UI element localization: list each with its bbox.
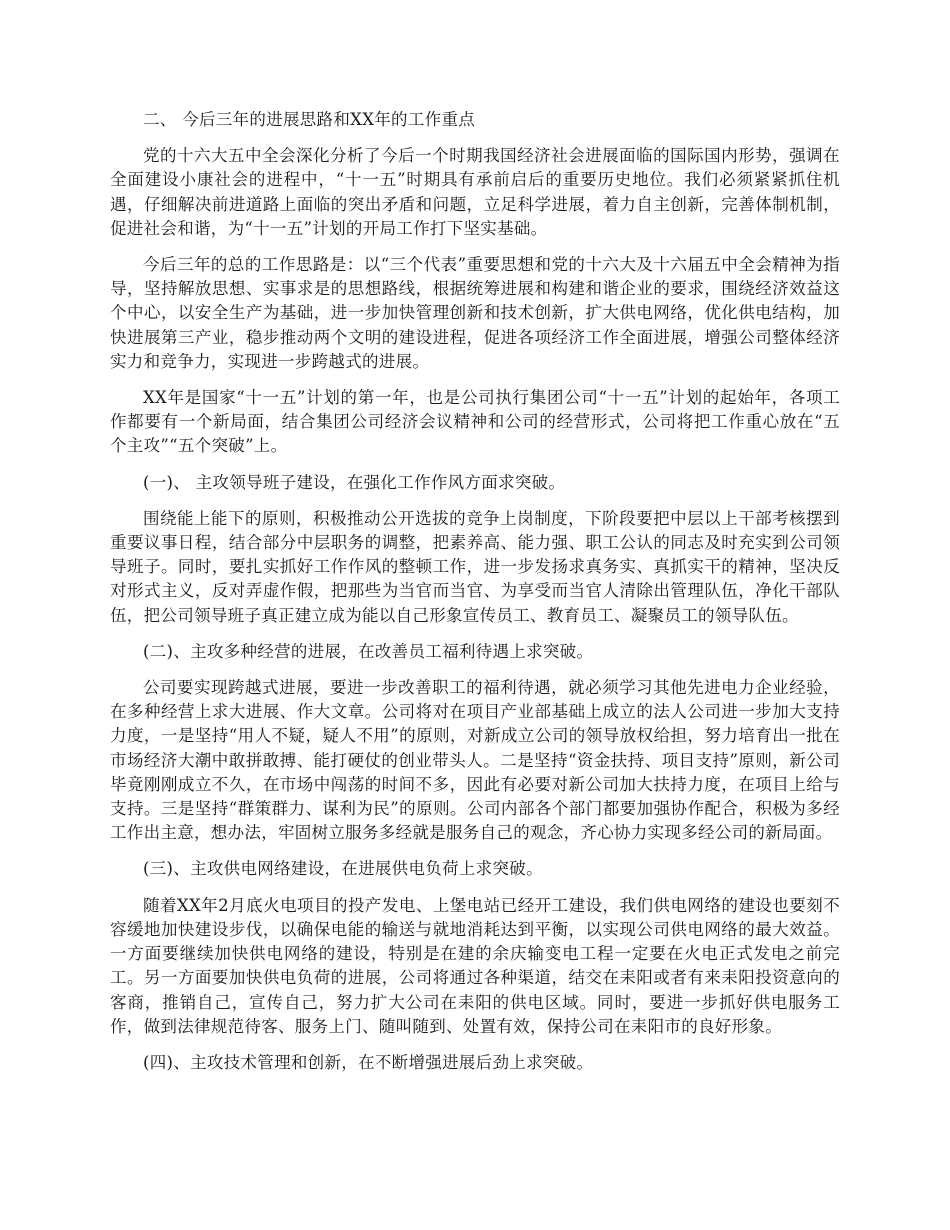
subsection-heading-1: (一)、 主攻领导班子建设，在强化工作作风方面求突破。 bbox=[143, 472, 566, 492]
subsection-heading-4: (四)、主攻技术管理和创新，在不断增强进展后劲上求突破。 bbox=[143, 1052, 594, 1072]
subsection-text-3: 随着XX年2月底火电项目的投产发电、上堡电站已经开工建设，我们供电网络的建设也要刻不容缓地加快建设步伐，以确保电能的输送与就地消耗达到平衡，以实现公司供电网络的最大效益。一方面要继续加快供电网络的建设，特别是在建的余庆输变电工程一定要在火电正式发电之前完工。另一方面要加快供电负荷的进展，公司将通过各种渠道，结交在耒阳或者有来耒阳投资意向的客商，推销自己，宣传自己，努力扩大公司在耒阳的供电区域。同时，要进一步抓好供电服务工作，做到法律规范待客、服务上门、随叫随到、处置有效，保持公司在耒阳市的良好形象。 bbox=[110, 895, 840, 1036]
section-heading: 二、 今后三年的进展思路和XX年的工作重点 bbox=[143, 110, 476, 129]
paragraph-intro: 党的十六大五中全会深化分析了今后一个时期我国经济社会进展面临的国际国内形势，强调在全面建设小康社会的进程中，“十一五”时期具有承前启后的重要历史地位。我们必须紧紧抓住机遇，仔细解决前进道路上面临的突出矛盾和问题，立足科学进展，着力自主创新，完善体制机制，促进社会和谐，为“十一五”计划的开局工作打下坚实基础。 bbox=[110, 146, 840, 238]
paragraph-year-plan: XX年是国家“十一五”计划的第一年，也是公司执行集团公司“十一五”计划的起始年，各项工作都要有一个新局面，结合集团公司经济会议精神和公司的经营形式，公司将把工作重心放在“五个主攻”“五个突破”上。 bbox=[110, 388, 840, 456]
subsection-text-1: 围绕能上能下的原则，积极推动公开选拔的竞争上岗制度，下阶段要把中层以上干部考核摆到重要议事日程，结合部分中层职务的调整，把素养高、能力强、职工公认的同志及时充实到公司领导班子。同时，要扎实抓好工作作风的整顿工作，进一步发扬求真务实、真抓实干的精神，坚决反对形式主义，反对弄虚作假，把那些为当官而当官、为享受而当官人清除出管理队伍，净化干部队伍，把公司领导班子真正建立成为能以自己形象宣传员工、教育员工、凝聚员工的领导队伍。 bbox=[110, 508, 840, 625]
subsection-text-2: 公司要实现跨越式进展，要进一步改善职工的福利待遇，就必须学习其他先进电力企业经验，在多种经营上求大进展、作大文章。公司将对在项目产业部基础上成立的法人公司进一步加大支持力度，一是坚持“用人不疑，疑人不用”的原则，对新成立公司的领导放权给担，努力培育出一批在市场经济大潮中敢拼敢搏、能打硬仗的创业带头人。二是坚持“资金扶持、项目支持”原则，新公司毕竟刚刚成立不久，在市场中闯荡的时间不多，因此有必要对新公司加大扶持力度，在项目上给与支持。三是坚持“群策群力、谋利为民”的原则。公司内部各个部门都要加强协作配合，积极为多经工作出主意，想办法，牢固树立服务多经就是服务自己的观念，齐心协力实现多经公司的新局面。 bbox=[110, 678, 840, 843]
subsection-heading-3: (三)、主攻供电网络建设，在进展供电负荷上求突破。 bbox=[143, 859, 543, 879]
document-page bbox=[110, 108, 840, 1087]
paragraph-work-approach: 今后三年的总的工作思路是：以“三个代表”重要思想和党的十六大及十六届五中全会精神为指导，坚持解放思想、实事求是的思想路线，根据统筹进展和构建和谐企业的要求，围绕经济效益这个中心，以安全生产为基础，进一步加快管理创新和技术创新，扩大供电网络，优化供电结构，加快进展第三产业，稳步推动两个文明的建设进程，促进各项经济工作全面进展，增强公司整体经济实力和竞争力，实现进一步跨越式的进展。 bbox=[110, 255, 840, 371]
subsection-heading-2: (二)、主攻多种经营的进展，在改善员工福利待遇上求突破。 bbox=[143, 641, 594, 661]
